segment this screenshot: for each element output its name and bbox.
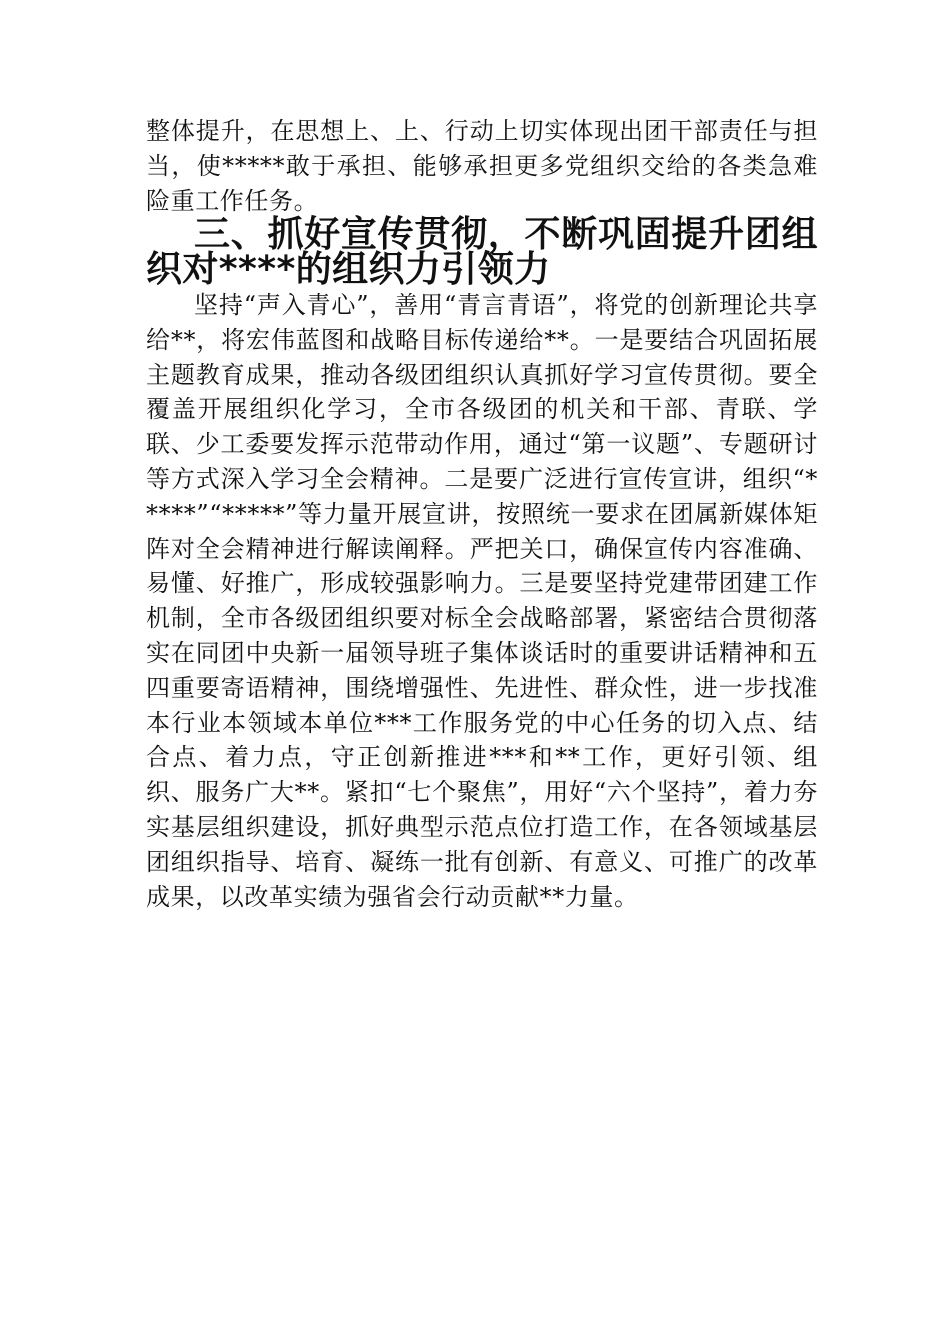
section-body-paragraph: 坚持“声入青心”，善用“青言青语”，将党的创新理论共享给**，将宏伟蓝图和战略目标传递给**。一是要结合巩固拓展主题教育成果，推动各级团组织认真抓好学习宣传贯彻。要全覆盖开展组织化学习，全市各级团的机关和干部、青联、学联、少工委要发挥示范带动作用，通过“第一议题”、专题研讨等方式深入学习全会精神。二是要广泛进行宣传宣讲，组织“*****”“*****”等力量开展宣讲，按照统一要求在团属新媒体矩阵对全会精神进行解读阐释。严把关口，确保宣传内容准确、易懂、好推广，形成较强影响力。三是要坚持党建带团建工作机制，全市各级团组织要对标全会战略部署，紧密结合贯彻落实在同团中央新一届领导班子集体谈话时的重要讲话精神和五四重要寄语精神，围绕增强性、先进性、群众性，进一步找准本行业本领域本单位***工作服务党的中心任务的切入点、结合点、着力点，守正创新推进***和**工作，更好引领、组织、服务广大**。紧扣“七个聚焦”，用好“六个坚持”，着力夯实基层组织建设，抓好典型示范点位打造工作，在各领域基层团组织指导、培育、凝练一批有创新、有意义、可推广的改革成果，以改革实绩为强省会行动贡献**力量。 xyxy=(146,290,818,911)
document-body xyxy=(146,114,818,914)
intro-paragraph: 整体提升，在思想上、上、行动上切实体现出团干部责任与担当，使*****敢于承担、能够承担更多党组织交给的各类急难险重工作任务。 xyxy=(146,117,818,215)
section-heading: 三、抓好宣传贯彻，不断巩固提升团组织对****的组织力引领力 xyxy=(146,214,818,291)
